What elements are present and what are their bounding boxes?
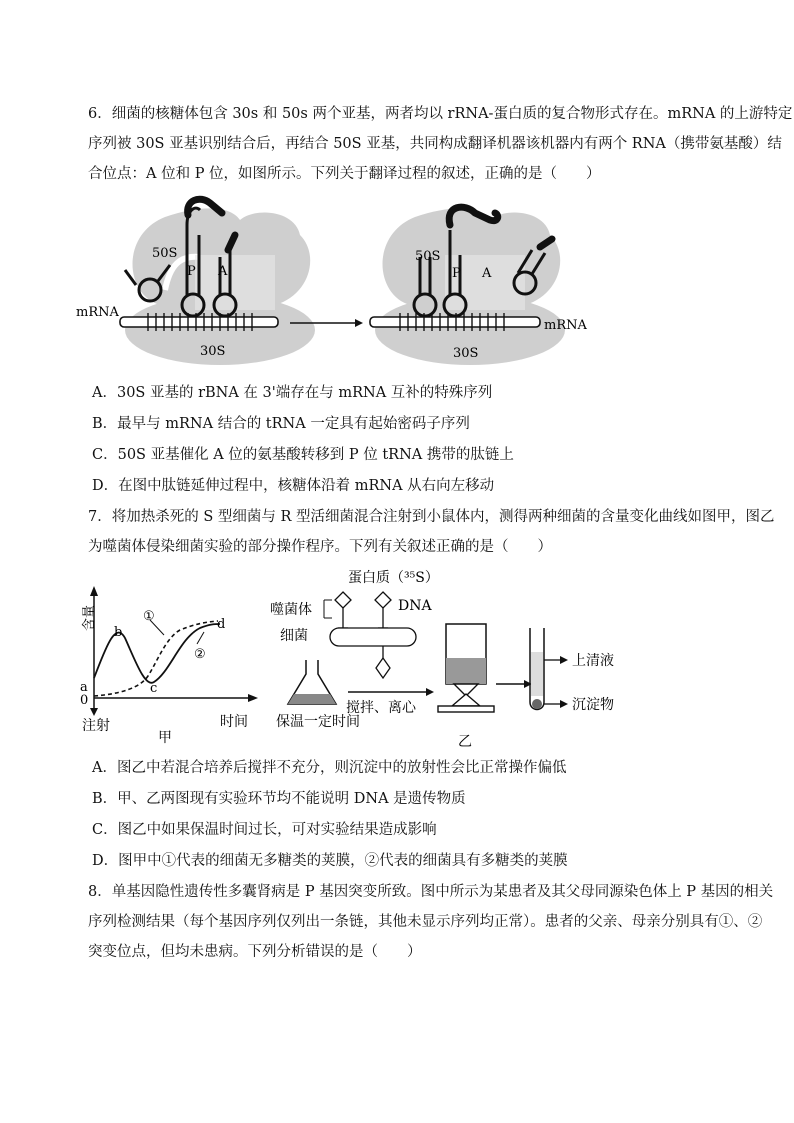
jia-point-d: d [217, 617, 226, 632]
jia-curve-1-label: ① [143, 609, 155, 624]
yi-supernatant-label: 上清液 [572, 653, 614, 669]
jia-caption: 甲 [158, 730, 172, 745]
bacterium-body [330, 628, 416, 646]
jia-xlabel: 时间 [220, 714, 248, 730]
label-mrna-right: mRNA [544, 318, 587, 333]
q6-option-b: B．最早与 mRNA 结合的 tRNA 一定具有起始密码子序列 [92, 416, 470, 432]
yi-stir-label: 搅拌、离心 [346, 700, 416, 716]
jia-point-a: a [80, 680, 88, 695]
q6-option-a: A．30S 亚基的 rBNA 在 3'端存在与 mRNA 互补的特殊序列 [92, 385, 493, 401]
q6-text-line2: 序列被 30S 亚基识别结合后，再结合 50S 亚基，共同构成翻译机器该机器内有两个 RNA（携带氨基酸）结 [88, 136, 782, 152]
yi-bacteria-label: 细菌 [280, 628, 308, 644]
mrna-strand-left [120, 317, 278, 327]
q6-option-c: C．50S 亚基催化 A 位的氨基酸转移到 P 位 tRNA 携带的肽链上 [92, 447, 514, 463]
q6-text-line3: 合位点：A 位和 P 位，如图所示。下列关于翻译过程的叙述，正确的是（ ） [88, 166, 601, 182]
q7-option-b: B．甲、乙两图现有实验环节均不能说明 DNA 是遗传物质 [92, 791, 466, 807]
jia-origin: 0 [80, 693, 89, 708]
label-30s-left: 30S [200, 344, 226, 359]
incubation-flask [288, 660, 336, 704]
q8-text-line1: 8．单基因隐性遗传性多囊肾病是 P 基因突变所致。图中所示为某患者及其父母同源染色体上 P 基因的相关 [88, 884, 774, 900]
q7-option-d: D．图甲中①代表的细菌无多糖类的荚膜，②代表的细菌具有多糖类的荚膜 [92, 853, 568, 869]
q8-text-line2: 序列检测结果（每个基因序列仅列出一条链，其他未显示序列均正常）。患者的父亲、母亲分别具有①、② [88, 914, 763, 930]
jia-point-c: c [150, 681, 158, 696]
yi-protein-label: 蛋白质（³⁵S） [348, 570, 439, 586]
mrna-strand-right [370, 317, 540, 327]
q6-ribosome-figure [70, 195, 610, 370]
label-mrna-left: mRNA [76, 305, 119, 320]
blender [438, 624, 494, 712]
yi-precipitate-label: 沉淀物 [572, 697, 614, 713]
q6-option-d: D．在图中肽链延伸过程中，核糖体沿着 mRNA 从右向左移动 [92, 478, 495, 494]
jia-inject-label: 注射 [82, 718, 110, 734]
q7-fig-yi [268, 566, 648, 751]
q7-option-c: C．图乙中如果保温时间过长，可对实验结果造成影响 [92, 822, 437, 838]
jia-ylabel: 含量 [82, 604, 97, 631]
q7-text-line1: 7．将加热杀死的 S 型细菌与 R 型活细菌混合注射到小鼠体内，测得两种细菌的含量变化曲线如图甲，图乙 [88, 509, 775, 525]
q7-text-line2: 为噬菌体侵染细菌实验的部分操作程序。下列有关叙述正确的是（ ） [88, 539, 552, 555]
yi-phage-label: 噬菌体 [270, 602, 312, 618]
label-50s-left: 50S [152, 246, 178, 261]
label-p-left: P [187, 264, 196, 279]
label-p-right: P [452, 266, 461, 281]
label-a-right: A [482, 266, 492, 281]
label-a-left: A [218, 264, 228, 279]
q7-fig-jia [70, 580, 270, 745]
yi-incubate-label: 保温一定时间 [276, 714, 360, 730]
q7-option-a: A．图乙中若混合培养后搅拌不充分，则沉淀中的放射性会比正常操作偏低 [92, 760, 567, 776]
label-50s-right: 50S [415, 249, 441, 264]
jia-point-b: b [114, 625, 123, 640]
jia-curve-2-label: ② [194, 647, 206, 662]
yi-caption: 乙 [458, 734, 472, 750]
label-30s-right: 30S [453, 346, 479, 361]
yi-dna-label: DNA [398, 598, 432, 614]
q6-text-line1: 6．细菌的核糖体包含 30s 和 50s 两个亚基，两者均以 rRNA-蛋白质的复合物形式存在。mRNA 的上游特定 [88, 106, 793, 122]
q8-text-line3: 突变位点，但均未患病。下列分析错误的是（ ） [88, 944, 422, 960]
test-tube [530, 628, 544, 710]
phage-group [335, 592, 391, 628]
